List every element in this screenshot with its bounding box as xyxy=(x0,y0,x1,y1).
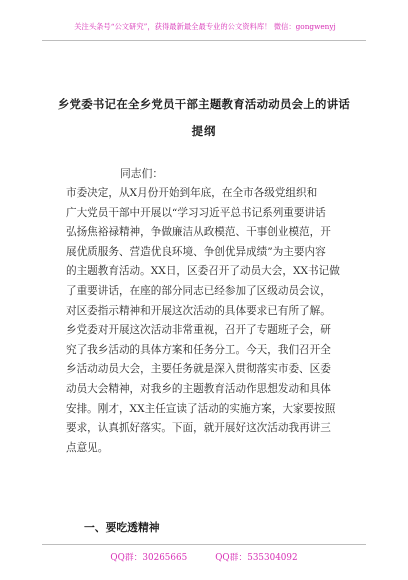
footer-qq-group-2: QQ群：535304092 xyxy=(215,553,298,563)
body-line: 广大党员干部中开展以“学习习近平总书记系列重要讲话 xyxy=(66,206,326,219)
body-line: 弘扬焦裕禄精神，争做廉洁从政模范、干事创业模范，开 xyxy=(66,226,331,239)
body-line: 市委决定，从X月份开始到年底，在全市各级党组织和 xyxy=(66,187,318,199)
body-line: 的主题教育活动。XX日，区委召开了动员大会，XX书记做 xyxy=(66,265,340,278)
body-line: 动员大会精神，对我乡的主题教育活动作思想发动和具体 xyxy=(66,382,331,395)
body-line: 展优质服务、营造优良环境、争创优异成绩”为主要内容 xyxy=(66,245,326,258)
body-line: 乡党委对开展这次活动非常重视，召开了专题班子会，研 xyxy=(66,324,331,337)
footer-qq-group-1: QQ群：30265665 xyxy=(110,553,188,563)
header-banner: 关注头条号“公文研究”，获得最新最全最专业的公文资料库！ 微信：gongwenyj xyxy=(74,22,336,31)
body-line: 究了我乡活动的具体方案和任务分工。今天，我们召开全 xyxy=(66,343,331,356)
body-line: 要求，认真抓好落实。下面，就开展好这次活动我再讲三 xyxy=(66,422,331,435)
salutation: 同志们： xyxy=(120,167,164,180)
document-subtitle: 提纲 xyxy=(191,124,217,138)
footer-contact xyxy=(40,550,368,563)
body-line: 对区委指示精神和开展这次活动的具体要求已有所了解。 xyxy=(66,304,331,317)
document-title: 乡党委书记在全乡党员干部主题教育活动动员会上的讲话 xyxy=(57,97,351,111)
body-line: 了重要讲话，在座的部分同志已经参加了区级动员会议， xyxy=(66,284,331,297)
body-line: 安排。刚才，XX主任宣读了活动的实施方案，大家要按照 xyxy=(66,402,336,415)
body-line: 点意见。 xyxy=(66,441,109,454)
footer-divider xyxy=(42,544,366,545)
header-divider xyxy=(42,40,366,41)
body-line: 乡活动动员大会，主要任务就是深入贯彻落实市委、区委 xyxy=(66,363,331,376)
section-heading: 一、要吃透精神 xyxy=(84,521,160,534)
body-text xyxy=(66,184,356,458)
